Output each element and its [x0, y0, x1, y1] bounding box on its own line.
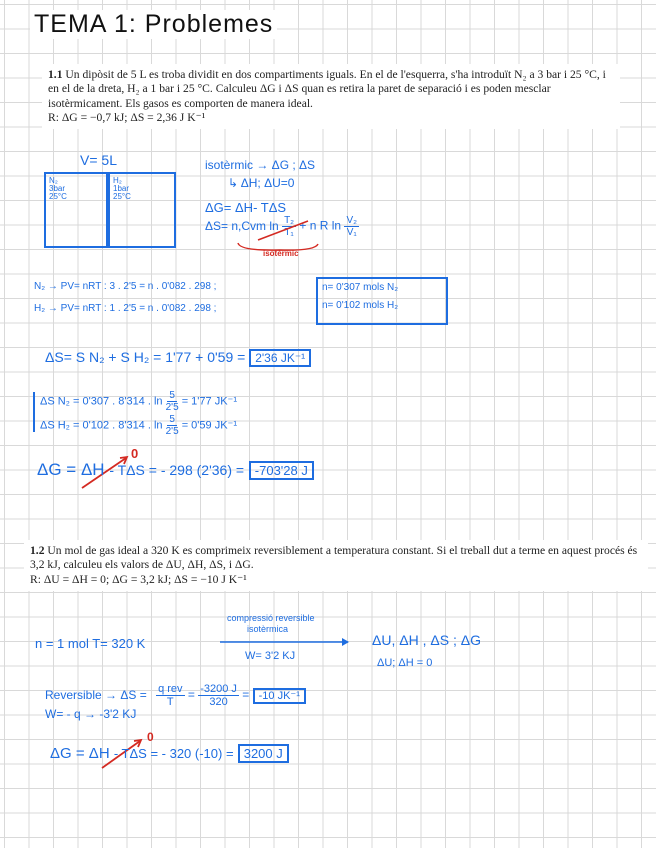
work-value: W= 3'2 KJ — [245, 650, 296, 662]
page-title: TEMA 1: Problemes — [30, 10, 277, 39]
gibbs-expression: - TΔS = - 298 (2'36) = — [109, 462, 245, 478]
pressure-label: 3bar — [49, 184, 66, 193]
right-compartment — [106, 172, 176, 248]
n2-ideal-gas-line: N₂ → PV= nRT : 3 . 2'5 = n . 0'082 . 298 ; — [34, 281, 217, 292]
denominator: V₁ — [346, 227, 357, 238]
total-entropy-expression: ΔS= S N₂ + S H₂ = 1'77 + 0'59 = — [45, 349, 246, 365]
process-arrow — [218, 636, 353, 648]
denominator: 2'5 — [165, 402, 179, 413]
gas-label: N₂ — [49, 176, 58, 185]
entropy-term: + n R ln — [299, 218, 342, 233]
pressure-label: 1bar — [113, 184, 130, 193]
left-compartment — [44, 172, 110, 248]
h2-entropy-result: = 0'59 JK⁻¹ — [181, 419, 237, 432]
n2-entropy-expr: ΔS N₂ = 0'307 . 8'314 . ln — [40, 395, 163, 408]
zero-annotation: 0 — [131, 446, 139, 461]
numerator: q rev — [158, 683, 183, 695]
denominator: 320 — [209, 696, 228, 708]
reversible-entropy-line: Reversible → ΔS = $\frac{\text{q rev}}{T}$ = $\frac{-3200 J}{320}$ = -10 JK⁻¹ — [45, 683, 306, 708]
gibbs-result: -703'28 J — [249, 461, 314, 480]
gibbs-result-line — [50, 745, 289, 762]
temperature-label: 25°C — [49, 192, 67, 201]
h2-entropy-line — [40, 414, 237, 437]
numerator: 5 — [169, 414, 175, 425]
internal-energy-note: ΔU; ΔH = 0 — [377, 657, 433, 669]
problem-answer: R: ΔG = −0,7 kJ; ΔS = 2,36 J K⁻¹ — [48, 110, 206, 124]
numerator: V₂ — [346, 215, 358, 226]
n2-entropy-result: = 1'77 JK⁻¹ — [181, 395, 237, 408]
n2-moles: n= 0'307 mols N₂ — [322, 282, 399, 293]
problem-number: 1.2 — [30, 544, 45, 557]
problem-2-statement — [24, 540, 648, 591]
problem-answer: R: ΔU = ΔH = 0; ΔG = 3,2 kJ; ΔS = −10 J K⁻¹ — [30, 572, 247, 586]
process-label-2: isotèrmica — [247, 624, 289, 634]
given-values: n = 1 mol T= 320 K — [35, 636, 146, 651]
denominator: T₁ — [284, 227, 294, 238]
problem-1-statement — [42, 64, 620, 129]
denominator: T — [166, 696, 174, 708]
temperature-label: 25°C — [113, 192, 131, 201]
reversible-label: Reversible → ΔS = — [45, 687, 147, 702]
h2-entropy-expr: ΔS H₂ = 0'102 . 8'314 . ln — [40, 419, 163, 432]
work-heat-line: W= - q → -3'2 KJ — [45, 707, 137, 721]
total-entropy-line — [45, 349, 311, 365]
problem-number: 1.1 — [48, 68, 63, 81]
gibbs-expression: - TΔS = - 320 (-10) = — [113, 746, 234, 761]
enthalpy-note: ↳ ΔH; ΔU=0 — [228, 176, 295, 190]
volume-label: V= 5L — [80, 152, 117, 168]
enthalpy-term: ΔH — [80, 460, 105, 479]
zero-annotation: 0 — [147, 730, 154, 744]
h2-moles: n= 0'102 mols H₂ — [322, 300, 399, 311]
h2-ideal-gas-line: H₂ → PV= nRT : 1 . 2'5 = n . 0'082 . 298 ; — [34, 303, 217, 314]
gibbs-result: 3200 J — [238, 744, 289, 763]
problem-text: Un mol de gas ideal a 320 K es comprimeix reversiblement a temperatura constant. Si el treball dut a terme en aquest procés és 3,2 kJ, calculeu els valors de ΔU, ΔH, ΔS, i ΔG. — [30, 544, 638, 572]
n2-entropy-line — [40, 390, 237, 413]
entropy-result: -10 JK⁻¹ — [253, 688, 306, 704]
unknowns: ΔU, ΔH , ΔS ; ΔG — [372, 632, 481, 648]
isothermal-red-note: isotèrmic — [263, 249, 299, 258]
gibbs-lhs: ΔG = — [50, 745, 89, 762]
problem-text: Un dipòsit de 5 L es troba dividit en dos compartiments iguals. En el de l'esquerra, s'ha introduït N₂ a 3 bar i 25 °C, i en el de la dreta, H₂ a 1 bar i 25 °C. Calculeu ΔG i ΔS quan es retira la paret de separació i es poden mesclar isotèrmicament. Els gasos es comporten de manera ideal. — [48, 68, 606, 110]
brace — [33, 392, 35, 432]
total-entropy-result: 2'36 JK⁻¹ — [249, 349, 311, 367]
moles-result-box — [316, 277, 448, 325]
isothermal-note: isotèrmic → ΔG ; ΔS — [205, 158, 316, 172]
numerator: -3200 J — [200, 683, 237, 695]
denominator: 2'5 — [165, 426, 179, 437]
numerator: T₂ — [284, 215, 295, 226]
numerator: 5 — [169, 390, 175, 401]
process-label: compressió reversible — [227, 613, 315, 623]
enthalpy-term: ΔH — [88, 745, 110, 762]
gibbs-equation: ΔG= ΔH- TΔS — [205, 200, 287, 215]
gas-label: H₂ — [113, 176, 122, 185]
entropy-term: ΔS= n,Cvm ln — [205, 218, 279, 233]
gibbs-lhs: ΔG = — [37, 460, 81, 479]
gibbs-result-line — [37, 460, 314, 480]
